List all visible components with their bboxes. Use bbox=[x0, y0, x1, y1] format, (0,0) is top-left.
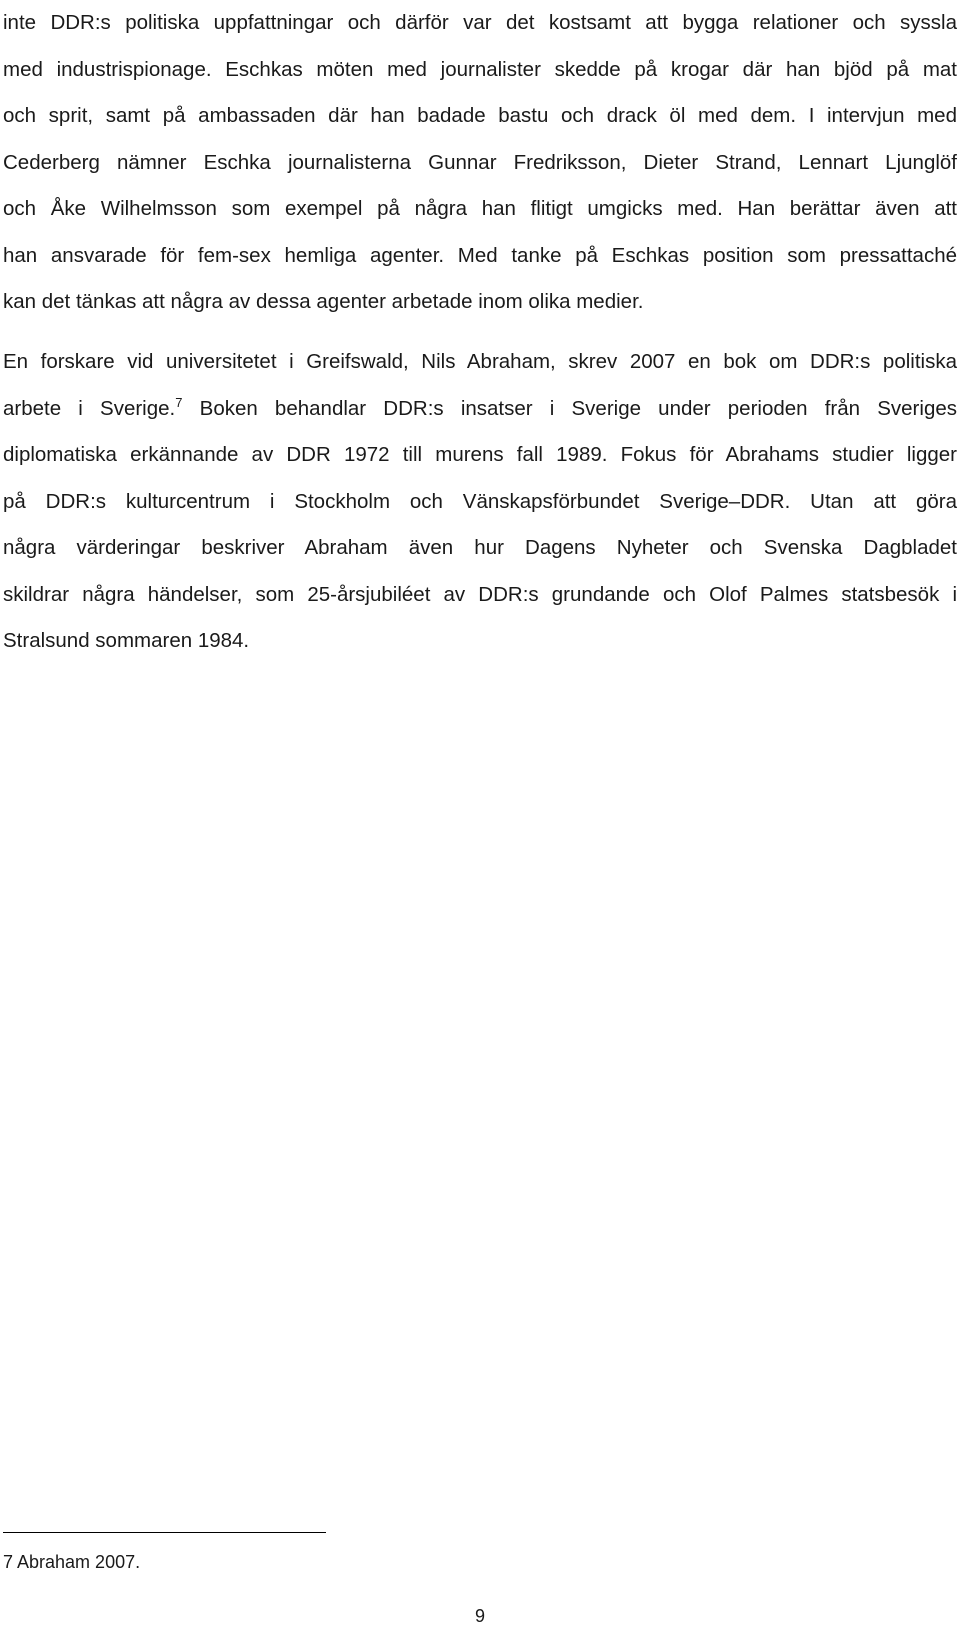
paragraph-1 bbox=[3, 0, 957, 326]
paragraph-2-line: Stralsund sommaren 1984. bbox=[3, 629, 250, 652]
paragraph-2-line bbox=[3, 386, 957, 433]
paragraph-2-line: på DDR:s kulturcentrum i Stockholm och Vänskapsförbundet Sverige–DDR. Utan att göra bbox=[3, 489, 957, 513]
paragraph-2-text: arbete i Sverige. bbox=[3, 396, 176, 420]
paragraph-1-line: med industrispionage. Eschkas möten med journalister skedde på krogar där han bjöd på mat bbox=[3, 57, 957, 81]
paragraph-1-line: och Åke Wilhelmsson som exempel på några han flitigt umgicks med. Han berättar även att bbox=[3, 197, 957, 220]
paragraph-2 bbox=[3, 339, 957, 665]
paragraph-2-line: diplomatiska erkännande av DDR 1972 till murens fall 1989. Fokus för Abrahams studier ligger bbox=[3, 443, 957, 466]
paragraph-2-line: En forskare vid universitetet i Greifswald, Nils Abraham, skrev 2007 en bok om DDR:s politiska bbox=[3, 350, 957, 373]
page-number: 9 bbox=[474, 1606, 485, 1626]
footnote-reference[interactable]: 7 bbox=[175, 394, 183, 410]
paragraph-2-line: skildrar några händelser, som 25-årsjubiléet av DDR:s grundande och Olof Palmes statsbesök i bbox=[3, 582, 957, 606]
paragraph-2-text: Boken behandlar DDR:s insatser i Sverige under perioden från Sveriges bbox=[182, 396, 957, 420]
paragraph-1-line: han ansvarade för fem-sex hemliga agenter. Med tanke på Eschkas position som pressattaché bbox=[3, 243, 957, 267]
paragraph-1-line: Cederberg nämner Eschka journalisterna Gunnar Fredriksson, Dieter Strand, Lennart Ljunglöf bbox=[3, 150, 957, 174]
paragraph-1-line: kan det tänkas att några av dessa agenter arbetade inom olika medier. bbox=[3, 290, 644, 313]
paragraph-1-line: och sprit, samt på ambassaden där han badade bastu och drack öl med dem. I intervjun med bbox=[3, 104, 957, 127]
footnote-separator bbox=[3, 1532, 326, 1533]
paragraph-2-line: några värderingar beskriver Abraham även hur Dagens Nyheter och Svenska Dagbladet bbox=[3, 536, 957, 559]
paragraph-1-line: inte DDR:s politiska uppfattningar och därför var det kostsamt att bygga relationer och syssla bbox=[3, 11, 957, 34]
footnote: 7 Abraham 2007. bbox=[3, 1552, 141, 1572]
